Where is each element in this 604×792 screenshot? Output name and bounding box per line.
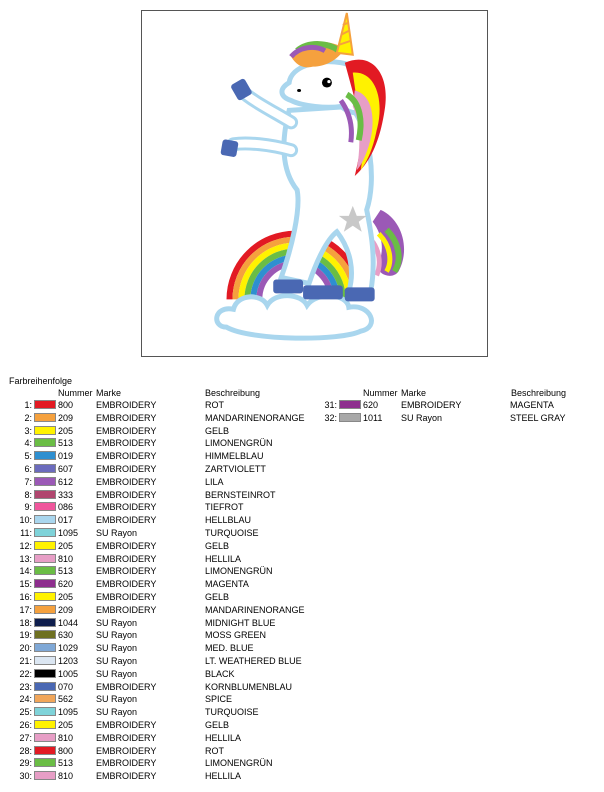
color-number: 607 — [58, 464, 74, 474]
color-description: BERNSTEINROT — [205, 489, 276, 500]
color-description: MAGENTA — [510, 400, 554, 410]
color-number: 205 — [58, 425, 74, 436]
color-description: MIDNIGHT BLUE — [205, 617, 276, 628]
color-number: 810 — [58, 732, 74, 743]
color-swatch — [34, 656, 56, 665]
color-index: 10: — [19, 515, 32, 526]
color-brand: EMBROIDERY — [96, 553, 157, 564]
color-swatch — [34, 566, 56, 575]
color-index: 23: — [19, 681, 32, 692]
color-description: BLACK — [205, 668, 235, 679]
color-index: 4: — [24, 438, 32, 449]
color-brand: EMBROIDERY — [96, 758, 157, 769]
color-swatch — [34, 451, 56, 460]
color-brand: EMBROIDERY — [96, 681, 157, 692]
color-number: 620 — [58, 579, 74, 590]
color-number: 205 — [58, 592, 74, 602]
color-description: ROT — [205, 745, 224, 756]
color-brand: SU Rayon — [96, 694, 138, 705]
color-index: 2: — [24, 412, 32, 423]
header-marke: Marke — [96, 388, 122, 398]
color-description: ROT — [205, 400, 224, 410]
color-brand: EMBROIDERY — [96, 438, 157, 449]
color-number: 1005 — [58, 668, 79, 679]
color-number: 810 — [58, 771, 74, 782]
color-swatch — [34, 733, 56, 742]
color-description: ZARTVIOLETT — [205, 464, 266, 474]
color-description: LIMONENGRÜN — [205, 438, 273, 449]
color-number: 1029 — [58, 643, 79, 654]
color-swatch — [34, 592, 56, 601]
color-number: 562 — [58, 694, 74, 705]
color-swatch — [34, 400, 56, 409]
color-description: KORNBLUMENBLAU — [205, 681, 293, 692]
color-swatch — [339, 413, 361, 422]
color-number: 209 — [58, 604, 74, 615]
color-swatch — [34, 682, 56, 691]
color-brand: EMBROIDERY — [96, 732, 157, 743]
header-nummer: Nummer — [58, 388, 93, 398]
color-index: 20: — [19, 643, 32, 654]
header-marke: Marke — [401, 388, 427, 398]
color-number: 620 — [363, 400, 379, 410]
color-swatch — [34, 426, 56, 435]
color-description: LIMONENGRÜN — [205, 758, 273, 769]
color-description: HELLILA — [205, 732, 242, 743]
color-swatch — [34, 605, 56, 614]
color-description: GELB — [205, 540, 230, 551]
color-index: 13: — [19, 553, 32, 564]
color-description: GELB — [205, 592, 230, 602]
color-brand: EMBROIDERY — [96, 745, 157, 756]
color-swatch — [34, 413, 56, 422]
color-index: 24: — [19, 694, 32, 705]
color-brand: EMBROIDERY — [96, 720, 157, 730]
color-brand: SU Rayon — [96, 643, 138, 654]
color-description: TURQUOISE — [205, 528, 259, 538]
header-nummer: Nummer — [363, 388, 398, 398]
color-number: 513 — [58, 758, 74, 769]
color-description: LT. WEATHERED BLUE — [205, 656, 302, 666]
color-description: MAGENTA — [205, 579, 249, 590]
color-index: 28: — [19, 745, 32, 756]
color-description: LIMONENGRÜN — [205, 566, 273, 577]
color-number: 333 — [58, 489, 74, 500]
color-index: 11: — [20, 528, 32, 538]
color-brand: EMBROIDERY — [96, 592, 157, 602]
color-brand: EMBROIDERY — [96, 579, 157, 590]
color-index: 27: — [19, 732, 32, 743]
color-index: 1: — [24, 400, 32, 410]
color-swatch — [34, 477, 56, 486]
color-description: GELB — [205, 720, 230, 730]
color-number: 205 — [58, 720, 74, 730]
color-index: 6: — [24, 464, 32, 474]
color-number: 205 — [58, 540, 74, 551]
color-description: HELLILA — [205, 553, 242, 564]
color-index: 29: — [19, 758, 32, 769]
color-index: 18: — [19, 617, 32, 628]
color-swatch — [34, 669, 56, 678]
color-index: 30: — [19, 771, 32, 782]
color-swatch — [34, 515, 56, 524]
color-brand: EMBROIDERY — [96, 412, 157, 423]
color-swatch — [34, 502, 56, 511]
color-swatch — [34, 630, 56, 639]
color-description: SPICE — [205, 694, 233, 705]
color-brand: EMBROIDERY — [401, 400, 462, 410]
color-description: MOSS GREEN — [205, 630, 267, 641]
color-number: 810 — [58, 553, 74, 564]
color-number: 630 — [58, 630, 74, 641]
color-number: 019 — [58, 451, 74, 462]
color-description: MANDARINENORANGE — [205, 412, 305, 423]
color-brand: EMBROIDERY — [96, 425, 157, 436]
color-swatch — [34, 579, 56, 588]
color-index: 3: — [24, 425, 32, 436]
design-preview — [141, 10, 488, 357]
color-brand: EMBROIDERY — [96, 476, 157, 487]
color-index: 9: — [24, 502, 32, 513]
color-index: 17: — [19, 604, 32, 615]
color-index: 19: — [19, 630, 32, 641]
color-brand: EMBROIDERY — [96, 515, 157, 526]
color-number: 209 — [58, 412, 74, 423]
color-description: HELLILA — [205, 771, 242, 782]
color-brand: SU Rayon — [96, 707, 138, 718]
color-brand: SU Rayon — [96, 617, 138, 628]
color-brand: SU Rayon — [96, 528, 138, 538]
color-number: 612 — [58, 476, 74, 487]
color-index: 7: — [24, 476, 32, 487]
color-index: 31: — [324, 400, 337, 410]
color-index: 16: — [19, 592, 32, 602]
color-brand: EMBROIDERY — [96, 489, 157, 500]
color-number: 1095 — [58, 707, 79, 718]
color-number: 1044 — [58, 617, 79, 628]
color-index: 26: — [19, 720, 32, 730]
header-beschreibung: Beschreibung — [511, 388, 567, 398]
color-sequence-title: Farbreihenfolge — [9, 376, 73, 386]
color-index: 12: — [19, 540, 32, 551]
color-swatch — [34, 720, 56, 729]
color-number: 513 — [58, 566, 74, 577]
color-number: 070 — [58, 681, 74, 692]
color-swatch — [34, 554, 56, 563]
color-brand: SU Rayon — [96, 656, 138, 666]
color-description: HIMMELBLAU — [205, 451, 264, 462]
color-brand: EMBROIDERY — [96, 566, 157, 577]
color-swatch — [34, 694, 56, 703]
color-brand: EMBROIDERY — [96, 451, 157, 462]
color-index: 15: — [19, 579, 32, 590]
color-description: MED. BLUE — [205, 643, 254, 654]
color-swatch — [34, 464, 56, 473]
color-swatch — [34, 541, 56, 550]
color-number: 086 — [58, 502, 74, 513]
color-index: 5: — [24, 451, 32, 462]
color-index: 14: — [19, 566, 32, 577]
color-index: 32: — [324, 412, 337, 423]
color-swatch — [34, 618, 56, 627]
color-description: LILA — [205, 476, 224, 487]
color-swatch — [34, 528, 56, 537]
color-brand: EMBROIDERY — [96, 400, 157, 410]
color-swatch — [34, 746, 56, 755]
color-swatch — [34, 643, 56, 652]
color-swatch — [34, 771, 56, 780]
color-brand: EMBROIDERY — [96, 502, 157, 513]
color-swatch — [34, 707, 56, 716]
color-number: 800 — [58, 400, 74, 410]
color-number: 513 — [58, 438, 74, 449]
color-description: GELB — [205, 425, 230, 436]
unicorn-illustration — [142, 11, 487, 356]
color-index: 8: — [24, 489, 32, 500]
color-brand: EMBROIDERY — [96, 464, 157, 474]
color-description: HELLBLAU — [205, 515, 252, 526]
color-swatch — [34, 438, 56, 447]
color-number: 017 — [58, 515, 74, 526]
color-brand: SU Rayon — [401, 412, 443, 423]
color-swatch — [34, 758, 56, 767]
color-swatch — [339, 400, 361, 409]
color-description: TURQUOISE — [205, 707, 259, 718]
color-index: 21: — [19, 656, 32, 666]
color-number: 800 — [58, 745, 74, 756]
header-beschreibung: Beschreibung — [205, 388, 261, 398]
color-number: 1095 — [58, 528, 79, 538]
color-brand: EMBROIDERY — [96, 540, 157, 551]
color-brand: SU Rayon — [96, 668, 138, 679]
color-number: 1011 — [363, 412, 383, 423]
color-index: 22: — [19, 668, 32, 679]
color-brand: SU Rayon — [96, 630, 138, 641]
color-description: MANDARINENORANGE — [205, 604, 305, 615]
color-description: TIEFROT — [205, 502, 244, 513]
color-number: 1203 — [58, 656, 79, 666]
color-brand: EMBROIDERY — [96, 604, 157, 615]
color-swatch — [34, 490, 56, 499]
color-brand: EMBROIDERY — [96, 771, 157, 782]
color-description: STEEL GRAY — [510, 412, 566, 423]
color-index: 25: — [19, 707, 32, 718]
